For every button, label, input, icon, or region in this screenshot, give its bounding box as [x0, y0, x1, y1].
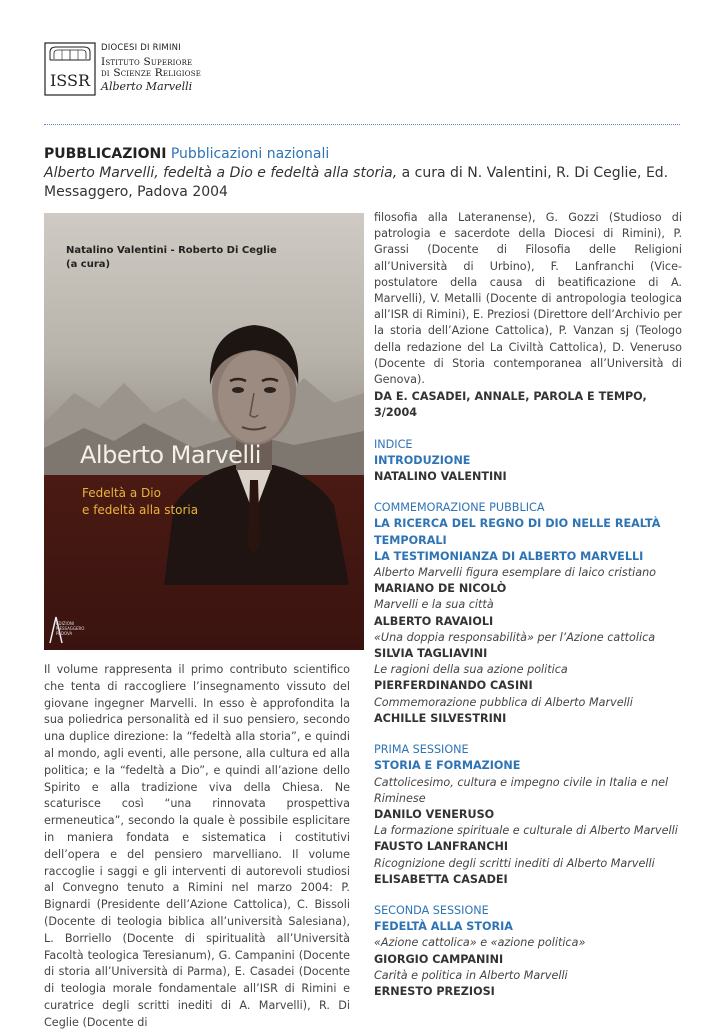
- description-continued: filosofia alla Lateranense), G. Gozzi (Studioso di patrologia e sacerdote della Diocesi di Rimini), P. Grassi (Docente di Filosofia delle Religioni all’Università di Urbino), F. Lanfranchi (Vice-postulatore della causa di beatificazione di A. Marvelli), V. Metalli (Docente di antropologia teologica all’ISR di Rimini), E. Preziosi (Direttore dell’Archivio per la storia dell’Azione Cattolica), P. Vanzan sj (Teologo della redazione del La Civiltà Cattolica), D. Veneruso (Docente di Storia contemporanea all’Università di Genova).: [374, 211, 682, 387]
- entry-author: ALBERTO RAVAIOLI: [374, 614, 494, 628]
- issr-logo-icon: [44, 42, 96, 96]
- commemorazione-title2: LA TESTIMONIANZA DI ALBERTO MARVELLI: [374, 549, 644, 563]
- publication-title-block: [44, 145, 684, 202]
- commemorazione-title: LA RICERCA DEL REGNO DI DIO NELLE REALTÀ TEMPORALI: [374, 517, 661, 547]
- seconda-sessione-title: FEDELTÀ ALLA STORIA: [374, 920, 513, 934]
- cover-subtitle: [82, 485, 198, 519]
- prima-sessione-heading: PRIMA SESSIONE: [374, 743, 469, 757]
- index-heading: INDICE: [374, 437, 413, 451]
- entry-topic: Carità e politica in Alberto Marvelli: [374, 968, 568, 982]
- book-reference: [44, 164, 684, 202]
- entry-author: ACHILLE SILVESTRINI: [374, 711, 507, 725]
- commemorazione-heading: COMMEMORAZIONE PUBBLICA: [374, 501, 545, 515]
- cover-authors: [66, 244, 277, 272]
- entry-topic: «Una doppia responsabilità» per l’Azione cattolica: [374, 630, 656, 644]
- index-section-title: INTRODUZIONE: [374, 453, 471, 467]
- entry-author: MARIANO DE NICOLÒ: [374, 582, 507, 596]
- cover-subtitle-line2: e fedeltà alla storia: [82, 503, 199, 517]
- entry-topic: Le ragioni della sua azione politica: [374, 663, 568, 677]
- header-text: [101, 44, 201, 92]
- source-citation: DA E. CASADEI, ANNALE, PAROLA E TEMPO, 3/2004: [374, 390, 647, 420]
- description-text: Il volume rappresenta il primo contributo scientifico che tenta di raccogliere l’insegnamento vissuto del giovane ingegner Marvelli. In esso è approfondita la sua poliedrica personalità ed il suo pensiero, secondo una duplice direzione: la “fedeltà alla storia”, e quindi al mondo, agli eventi, alle persone, alla cultura ed alla politica; e la “fedeltà a Dio”, e quindi all’azione dello Spirito e alla tradizione viva della Chiesa. Ne scaturisce così “una rinnovata prospettiva ermeneutica”, secondo la quale è possibile esplicitare in maniera fondata e sistematica i costitutivi dell’opera e del pensiero marvelliano. Il volume raccoglie i saggi e gli interventi di autorevoli studiosi al Convegno tenuto a Rimini nel marzo 2004: P. Bignardi (Presidente dell’Azione Cattolica), C. Bissoli (Docente di teologia biblica all’università Salesiana), L. Borriello (Docente di spiritualità all’Università Facoltà teologica Teresianum), G. Campanini (Docente di storia all’Università di Parma), E. Casadei (Docente di teologia morale fondamentale all’ISR di Rimini e curatrice degli scritti inediti di A. Marvelli), R. Di Ceglie (Docente di: [44, 663, 350, 1029]
- right-column: [374, 210, 682, 1000]
- entry-topic: La formazione spirituale e culturale di Alberto Marvelli: [374, 824, 678, 838]
- title-category-line: [44, 145, 684, 164]
- entry-author: DANILO VENERUSO: [374, 807, 495, 821]
- entry-topic: Ricognizione degli scritti inediti di Alberto Marvelli: [374, 856, 655, 870]
- istituto-line1: Istituto Superiore: [101, 55, 193, 68]
- entry-author: ERNESTO PREZIOSI: [374, 984, 495, 998]
- book-title: Alberto Marvelli, fedeltà a Dio e fedeltà alla storia,: [44, 165, 398, 181]
- entry-author: FAUSTO LANFRANCHI: [374, 840, 509, 854]
- seconda-sessione-heading: SECONDA SESSIONE: [374, 903, 489, 917]
- entry-author: SILVIA TAGLIAVINI: [374, 647, 488, 661]
- book-cover-image: [44, 213, 364, 650]
- publisher-name: EDIZIONI MESSAGGERO PADOVA: [56, 621, 85, 636]
- diocesi-label: DIOCESI DI RIMINI: [101, 43, 181, 53]
- entry-author: ELISABETTA CASADEI: [374, 872, 508, 886]
- entry-topic: «Azione cattolica» e «azione politica»: [374, 936, 586, 950]
- subcategory-label: Pubblicazioni nazionali: [170, 146, 330, 162]
- entry-author: PIERFERDINANDO CASINI: [374, 679, 533, 693]
- index-author: NATALINO VALENTINI: [374, 470, 507, 484]
- book-credits: a cura di N. Valentini, R. Di Ceglie, Ed. Messaggero, Padova 2004: [44, 165, 669, 200]
- cover-portrait: [154, 285, 354, 585]
- entry-topic: Commemorazione pubblica di Alberto Marvelli: [374, 695, 633, 709]
- cover-authors-line2: (a cura): [66, 259, 111, 270]
- svg-text:ISSR: ISSR: [49, 71, 91, 90]
- issr-logo: [44, 42, 96, 96]
- prima-sessione-title: STORIA E FORMAZIONE: [374, 759, 521, 773]
- cover-title: Alberto Marvelli: [80, 441, 261, 469]
- istituto-line2: di Scienze Religiose: [101, 67, 202, 79]
- entry-author: GIORGIO CAMPANINI: [374, 952, 504, 966]
- cover-authors-line1: Natalino Valentini - Roberto Di Ceglie: [66, 245, 277, 256]
- entry-topic: Marvelli e la sua città: [374, 598, 494, 612]
- marvelli-signature: Alberto Marvelli: [101, 79, 193, 93]
- entry-topic: Cattolicesimo, cultura e impegno civile in Italia e nel Riminese: [374, 775, 669, 805]
- cover-subtitle-line1: Fedeltà a Dio: [82, 486, 161, 500]
- entry-topic: Alberto Marvelli figura esemplare di laico cristiano: [374, 566, 657, 580]
- header-divider: [44, 124, 680, 125]
- category-label: PUBBLICAZIONI: [44, 146, 167, 162]
